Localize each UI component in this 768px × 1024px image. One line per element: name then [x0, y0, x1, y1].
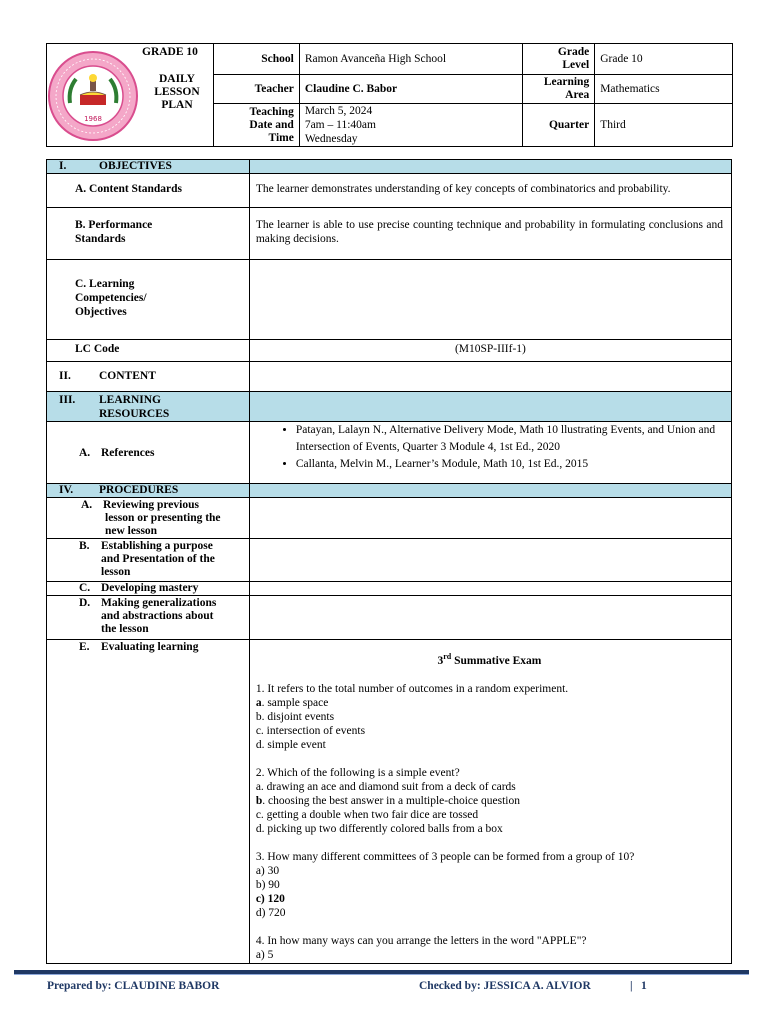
teaching-date-value: March 5, 2024 7am – 11:40am Wednesday [299, 104, 522, 147]
references-label: A. References [47, 422, 250, 484]
procedure-e-label: E. Evaluating learning [47, 640, 250, 964]
exam-choice: a) 5 [255, 948, 274, 961]
school-value: Ramon Avanceña High School [299, 44, 522, 75]
procedure-b-label: B. Establishing a purpose and Presentation of the lesson [47, 539, 250, 582]
content-section-row: II. CONTENT [47, 362, 732, 392]
competencies-row [47, 260, 732, 340]
quarter-value: Third [595, 104, 733, 147]
svg-text:1968: 1968 [84, 115, 102, 123]
references-list [250, 422, 731, 473]
school-label: School [213, 44, 299, 75]
exam-choice: c. intersection of events [255, 724, 366, 737]
checked-by: Checked by: JESSICA A. ALVIOR [419, 980, 591, 992]
reference-item: • Callanta, Melvin M., Learner’s Module, Math 10, 1st Ed., 2015 [296, 456, 723, 473]
procedure-c-label: C. Developing mastery [47, 582, 250, 596]
objectives-section-row: I. OBJECTIVES [47, 160, 732, 174]
grade-title-cell [47, 44, 214, 147]
lc-code-label: LC Code [47, 340, 250, 362]
reference-item: • Patayan, Lalayn N., Alternative Delivery Mode, Math 10 llustrating Events, and Union and Intersection of Events, Quarter 3 Module 4, 1st Ed., 2020 [296, 422, 723, 456]
exam-choice: a) 30 [255, 864, 280, 877]
exam-question: 4. In how many ways can you arrange the letters in the word "APPLE"? [255, 934, 587, 947]
procedure-row-d [47, 596, 732, 640]
exam-question: 1. It refers to the total number of outcomes in a random experiment. [255, 682, 569, 695]
grade-level-label: Grade Level [523, 44, 595, 75]
performance-standards-row [47, 208, 732, 260]
learning-area-value: Mathematics [595, 75, 733, 104]
procedure-row-c [47, 582, 732, 596]
exam-question: 2. Which of the following is a simple event? [255, 766, 460, 779]
performance-standards-value: The learner is able to use precise counting technique and probability in formulating conclusions and making decisions. [249, 208, 731, 260]
grade-title: GRADE 10 [142, 46, 198, 58]
content-standards-value: The learner demonstrates understanding of key concepts of combinatorics and probability. [249, 174, 731, 208]
exam-choice: d. simple event [255, 738, 326, 751]
procedure-row-a [47, 498, 732, 539]
lesson-plan-table [46, 159, 732, 964]
header-table [46, 43, 733, 147]
footer-separator: | [630, 980, 633, 992]
procedures-section-row: IV. PROCEDURES [47, 484, 732, 498]
prepared-by: Prepared by: CLAUDINE BABOR [47, 980, 220, 992]
exam-question: 3. How many different committees of 3 people can be formed from a group of 10? [255, 850, 635, 863]
footer-divider [14, 970, 749, 975]
exam-choice: c. getting a double when two fair dice are tossed [255, 808, 479, 821]
references-row [47, 422, 732, 484]
exam-choice: d) 720 [255, 906, 286, 919]
procedure-row-e [47, 640, 732, 964]
lc-code-value: (M10SP-IIIf-1) [249, 340, 731, 362]
exam-choice: a. drawing an ace and diamond suit from a deck of cards [255, 780, 516, 793]
procedure-row-b [47, 539, 732, 582]
page-number: 1 [641, 980, 647, 992]
teacher-value: Claudine C. Babor [299, 75, 522, 104]
procedure-d-label: D. Making generalizations and abstractions about the lesson [47, 596, 250, 640]
exam-choice: a. sample space [255, 696, 329, 709]
lc-code-row [47, 340, 732, 362]
summative-exam [250, 640, 731, 962]
quarter-label: Quarter [523, 104, 595, 147]
teacher-label: Teacher [213, 75, 299, 104]
exam-choice: b) 90 [255, 878, 280, 891]
exam-choice: b. choosing the best answer in a multiple-choice question [255, 794, 520, 807]
exam-title: 3rd Summative Exam [437, 652, 542, 667]
plan-title-1: DAILY [158, 73, 195, 85]
performance-standards-label: B. Performance Standards [47, 208, 250, 260]
exam-choice: d. picking up two differently colored balls from a box [255, 822, 503, 835]
teaching-date-label: Teaching Date and Time [213, 104, 299, 147]
learning-area-label: Learning Area [523, 75, 595, 104]
content-standards-row [47, 174, 732, 208]
grade-level-value: Grade 10 [595, 44, 733, 75]
plan-title-3: PLAN [161, 99, 193, 111]
resources-section-row: III. LEARNING RESOURCES [47, 392, 732, 422]
exam-choice: b. disjoint events [255, 710, 335, 723]
content-standards-label: A. Content Standards [47, 174, 250, 208]
plan-title-2: LESSON [154, 86, 200, 98]
exam-choice: c) 120 [255, 892, 285, 905]
competencies-label: C. Learning Competencies/ Objectives [47, 260, 250, 340]
procedure-a-label: A. Reviewing previous lesson or presenting the new lesson [47, 498, 250, 539]
